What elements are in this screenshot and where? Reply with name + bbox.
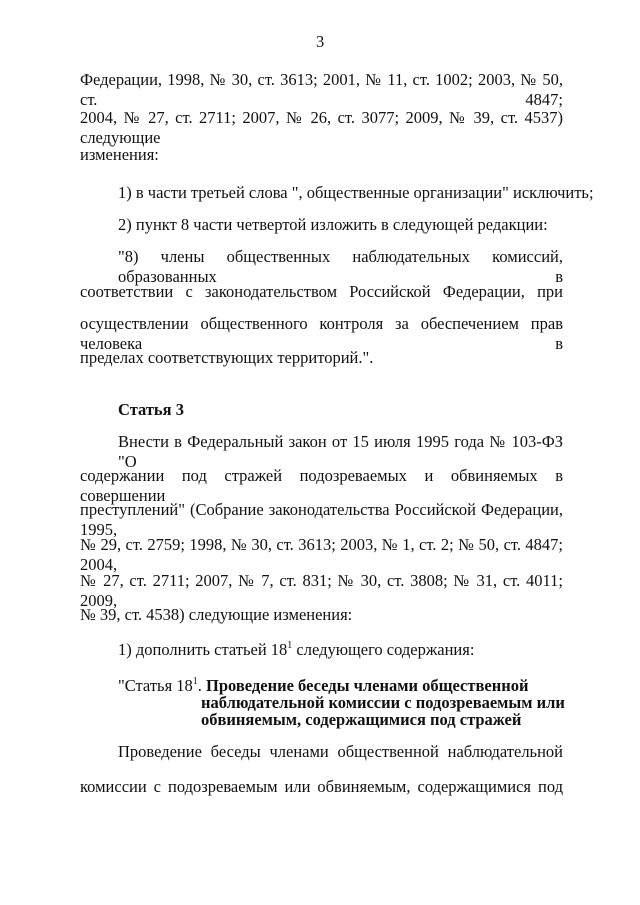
superscript: 1 xyxy=(287,640,293,651)
text-line: преступлений" (Собрание законодательства Российской Федерации, 1995, xyxy=(80,500,563,539)
article-title: обвиняемым, содержащимися под стражей xyxy=(201,710,522,729)
text-line: № 39, ст. 4538) следующие изменения: xyxy=(80,605,353,624)
text-line: изменения: xyxy=(80,145,159,164)
text-line: 2004, № 27, ст. 2711; 2007, № 26, ст. 3077; 2009, № 39, ст. 4537) следующие xyxy=(80,108,563,147)
article-dot: . xyxy=(197,676,207,695)
text-line: 2) пункт 8 части четвертой изложить в следующей редакции: xyxy=(118,215,548,234)
text-line: "8) члены общественных наблюдательных комиссий, образованных в xyxy=(118,247,563,286)
text-line: соответствии с законодательством Российской Федерации, при xyxy=(80,282,563,301)
page-number: 3 xyxy=(316,32,325,51)
item-1-text: 1) дополнить статьей 18 xyxy=(118,640,288,659)
item-1 xyxy=(118,640,474,660)
article-title: Проведение беседы членами общественной xyxy=(206,676,529,695)
article-prefix: "Статья 18 xyxy=(118,676,193,695)
text-line: Внести в Федеральный закон от 15 июля 1995 года № 103-ФЗ "О xyxy=(118,432,563,471)
text-line: № 27, ст. 2711; 2007, № 7, ст. 831; № 30, ст. 3808; № 31, ст. 4011; 2009, xyxy=(80,571,563,610)
text-line: Федерации, 1998, № 30, ст. 3613; 2001, № 11, ст. 1002; 2003, № 50, ст. 4847; xyxy=(80,70,563,109)
item-1-text: следующего содержания: xyxy=(292,640,475,659)
text-line: № 29, ст. 2759; 1998, № 30, ст. 3613; 2003, № 1, ст. 2; № 50, ст. 4847; 2004, xyxy=(80,535,563,574)
text-line: осуществлении общественного контроля за обеспечением прав человека в xyxy=(80,314,563,353)
article-title: наблюдательной комиссии с подозреваемым или xyxy=(201,693,565,712)
text-line: содержании под стражей подозреваемых и обвиняемых в совершении xyxy=(80,466,563,505)
text-line: 1) в части третьей слова ", общественные организации" исключить; xyxy=(118,183,594,202)
text-line: комиссии с подозреваемым или обвиняемым, содержащимися под xyxy=(80,777,563,796)
text-line: Проведение беседы членами общественной наблюдательной xyxy=(118,742,563,761)
superscript: 1 xyxy=(192,676,198,687)
article-heading: Статья 3 xyxy=(118,400,184,419)
text-line: пределах соответствующих территорий.". xyxy=(80,348,374,367)
